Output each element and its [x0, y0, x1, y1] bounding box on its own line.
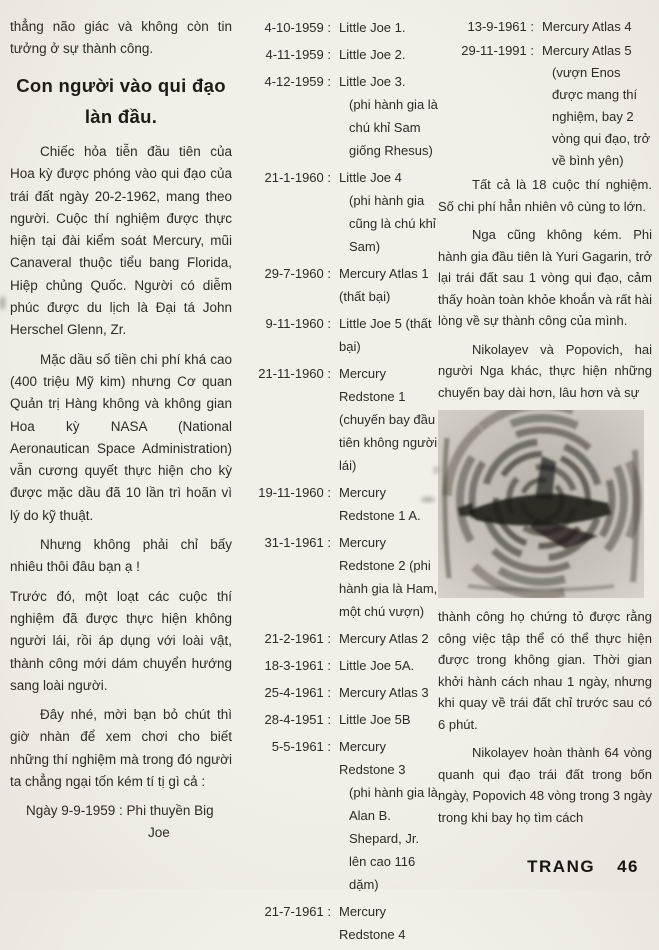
- launch-note: (phi hành gia là chú khỉ Sam giống Rhesus): [349, 97, 438, 158]
- launch-name-cell: [331, 16, 439, 39]
- launch-entry: [239, 681, 439, 704]
- launch-date: 29-7-1960 :: [264, 266, 331, 281]
- launch-date: 31-1-1961 :: [264, 535, 331, 550]
- scan-smudge: [434, 466, 438, 474]
- launch-name: Mercury Atlas 3: [339, 685, 429, 700]
- launch-name: Little Joe 5B: [339, 712, 411, 727]
- article-heading-line1: Con người vào qui đạo: [16, 75, 226, 96]
- launch-entry: [239, 735, 439, 896]
- article-heading: [10, 70, 232, 132]
- continuation-paragraph: thẳng não giác và không còn tin tưởng ở sự thành công.: [10, 19, 232, 56]
- launch-name-cell: [331, 708, 439, 731]
- launch-date: 13-9-1961 :: [467, 19, 534, 34]
- spacecraft-spiral-photo: [438, 410, 644, 598]
- launch-entry: [239, 627, 439, 650]
- launch-date: 28-4-1951 :: [264, 712, 331, 727]
- launch-note: (vượn Enos được mang thí nghiệm, bay 2 vòng qui đạo, trở về bình yên): [552, 65, 651, 168]
- paragraph: Chiếc hỏa tiễn đầu tiên của Hoa kỳ được phóng vào qui đạo của trái đất ngày 20-2-1962, mang theo người. Cuộc thí nghiệm được thực hiện tại đài kiểm soát Mercury, mũi Canaveral thuộc tiểu bang Florida, Hiệp chủng Quốc. Người có diễm phúc được du lịch là Đại tá John Herschel Glenn, Zr.: [10, 144, 232, 338]
- scan-smudge: [421, 497, 435, 502]
- launch-entry: [239, 262, 439, 308]
- left-column: [10, 0, 232, 844]
- launch-date: 21-2-1961 :: [264, 631, 331, 646]
- first-flight-line: Ngày 9-9-1959 : Phi thuyền Big: [26, 803, 214, 819]
- launch-name: Little Joe 4: [339, 170, 402, 185]
- paragraph: Nikolayev hoàn thành 64 vòng quanh qui đạo trái đất trong bốn ngày, Popovich 48 vòng trong 3 ngày trong khi bay họ tìm cách: [438, 745, 652, 825]
- launch-date: 21-11-1960 :: [258, 366, 331, 381]
- launch-entry: [438, 16, 652, 38]
- launch-date: 4-10-1959 :: [264, 20, 331, 35]
- launch-name-cell: [534, 40, 652, 172]
- launch-date: 21-1-1960 :: [264, 170, 331, 185]
- launch-name: Little Joe 2.: [339, 47, 406, 62]
- launch-entry: [239, 481, 439, 527]
- launch-date: 19-11-1960 :: [258, 485, 331, 500]
- page-number: 46: [617, 857, 639, 876]
- launch-name-cell: [331, 481, 439, 527]
- paragraph: Đây nhé, mời bạn bỏ chút thì giờ nhàn để xem chơi cho biết những thí nghiệm mà trong đó người ta chẳng ngại tốn kém tí tị gì cả :: [10, 707, 232, 790]
- launch-name-cell: [331, 262, 439, 308]
- launch-name-cell: [331, 735, 439, 896]
- launch-date: 21-7-1961 :: [264, 904, 331, 919]
- launch-name: Mercury Atlas 1 (thất bại): [339, 266, 429, 304]
- launch-name-cell: [331, 900, 439, 946]
- launch-name: Mercury Redstone 1 (chuyến bay đầu tiên không người lái): [339, 366, 438, 473]
- paragraph: Nikolayev và Popovich, hai người Nga khác, thực hiện những chuyến bay dài hơn, lâu hơn và sự: [438, 341, 652, 400]
- launch-name: Mercury Redstone 4: [339, 904, 406, 942]
- launch-entry: [239, 70, 439, 162]
- launch-name: Mercury Atlas 2: [339, 631, 429, 646]
- launch-name-cell: [331, 362, 439, 477]
- launch-name-cell: [331, 43, 439, 66]
- launch-date: 5-5-1961 :: [271, 739, 331, 754]
- launch-name-cell: [331, 70, 439, 162]
- paragraph: thành công họ chứng tỏ được rằng công việc tập thể có thể thực hiện được trong không gian. Thời gian khởi hành cách nhau 1 ngày, nhưng khi quay về trái đất chỉ trước sau có 6 phút.: [438, 609, 652, 732]
- first-flight-wrap: Joe: [148, 825, 170, 841]
- article-heading-line2: làn đầu.: [84, 106, 158, 127]
- launch-note: (phi hành gia cũng là chú khỉ Sam): [349, 193, 436, 254]
- launch-date: 25-4-1961 :: [264, 685, 331, 700]
- launch-name-cell: [331, 681, 439, 704]
- launch-list-column: [239, 0, 439, 950]
- launch-list-right: [438, 16, 652, 172]
- launch-date: 29-11-1991 :: [461, 43, 534, 58]
- launch-entry: [239, 531, 439, 623]
- launch-entry: [239, 16, 439, 39]
- scan-smudge: [0, 296, 5, 310]
- launch-name: Little Joe 5A.: [339, 658, 415, 673]
- paragraph: Mặc dầu số tiền chi phí khá cao (400 triệu Mỹ kim) nhưng Cơ quan Quản trị Hàng không và không gian Hoa kỳ NASA (National Aeronautican Space Administration) vẫn cương quyết thực hiện cho kỳ được mặc dầu đã 10 lần trì hoãn vì lý do kỹ thuật.: [10, 351, 232, 523]
- launch-name: Little Joe 1.: [339, 20, 406, 35]
- launch-name: Mercury Atlas 4: [542, 19, 632, 34]
- launch-entry: [239, 166, 439, 258]
- paragraph: Nga cũng không kém. Phi hành gia đầu tiên là Yuri Gagarin, trở lại trái đất sau 1 vòng qui đạo, cảm thấy hoàn toàn khỏe khoắn và rất hài lòng về sự thành công của mình.: [438, 227, 652, 328]
- launch-name-cell: [331, 166, 439, 258]
- paragraph: Trước đó, một loạt các cuộc thí nghiệm đã được thực hiện không người lái, rồi áp dụng với loài vật, thành công mới dám chuyển hướng sang loài người.: [10, 588, 232, 693]
- launch-note: (phi hành gia là Alan B. Shepard, Jr. lên cao 116 dặm): [349, 785, 438, 892]
- launch-name: Mercury Redstone 2 (phi hành gia là Ham, một chú vượn): [339, 535, 438, 619]
- page-footer-label: TRANG: [527, 857, 596, 876]
- launch-date: 4-12-1959 :: [264, 74, 331, 89]
- paragraph: Nhưng không phải chỉ bấy nhiêu thôi đâu bạn ạ !: [10, 537, 232, 575]
- launch-entry: [239, 900, 439, 946]
- launch-entry: [239, 362, 439, 477]
- launch-name: Little Joe 5 (thất bại): [339, 316, 432, 354]
- launch-name: Mercury Redstone 1 A.: [339, 485, 421, 523]
- launch-entry: [239, 708, 439, 731]
- right-column: [438, 0, 652, 835]
- launch-entry: [239, 312, 439, 358]
- launch-entry: [239, 43, 439, 66]
- launch-date: 9-11-1960 :: [265, 316, 331, 331]
- launch-date: 18-3-1961 :: [264, 658, 331, 673]
- page-footer: [527, 857, 639, 877]
- launch-name-cell: [331, 312, 439, 358]
- launch-name: Mercury Atlas 5: [542, 43, 632, 58]
- launch-entry: [239, 654, 439, 677]
- launch-name-cell: [534, 16, 652, 38]
- paragraph: Tất cả là 18 cuộc thí nghiệm. Số chi phí hẳn nhiên vô cùng to lớn.: [438, 177, 652, 214]
- launch-name-cell: [331, 627, 439, 650]
- launch-name-cell: [331, 654, 439, 677]
- launch-name-cell: [331, 531, 439, 623]
- launch-name: Mercury Redstone 3: [339, 739, 406, 777]
- launch-date: 4-11-1959 :: [265, 47, 331, 62]
- launch-entry: [438, 40, 652, 172]
- launch-name: Little Joe 3.: [339, 74, 406, 89]
